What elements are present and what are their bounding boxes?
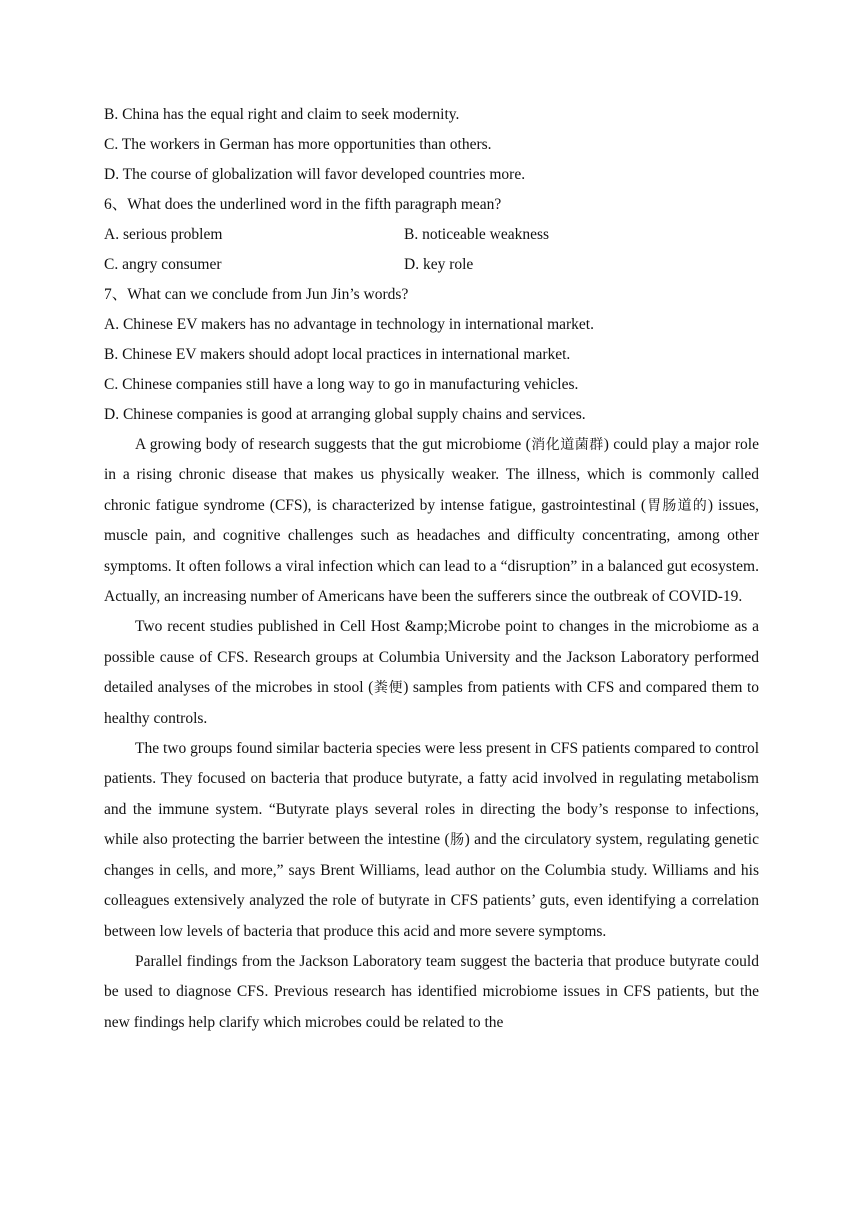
q5-option-b: B. China has the equal right and claim to seek modernity.	[104, 106, 460, 123]
text-run: ) samples from patients with CFS and compared them to healthy controls.	[104, 679, 760, 727]
text-run: ) and the circulatory system, regulating genetic changes in cells, and more,” says Brent Williams, lead author on the Columbia study. Williams and his colleagues extensively analyzed the role of butyrate in CFS patients’ guts, even identifying a correlation between low levels of bacteria that produce this acid and more severe symptoms.	[104, 831, 759, 940]
text-run: ) issues, muscle pain, and cognitive challenges such as headaches and difficulty concentrating, among other symptoms. It often follows a viral infection which can lead to a “disruption” in a balanced gut ecosystem. Actually, an increasing number of Americans have been the sufferers since the outbreak of COVID-19.	[104, 496, 760, 606]
q7-option-d: D. Chinese companies is good at arranging global supply chains and services.	[104, 406, 586, 423]
text-run: A growing body of research suggests that the gut microbiome (	[135, 436, 531, 453]
q6-stem: 6、What does the underlined word in the fifth paragraph mean?	[104, 196, 502, 213]
chinese-gloss: 消化道菌群	[530, 437, 604, 453]
chinese-gloss: 粪便	[373, 680, 404, 697]
passage-paragraph-4	[104, 947, 759, 1038]
q6-options-row-2	[104, 250, 759, 280]
q7-option-c: C. Chinese companies still have a long way to go in manufacturing vehicles.	[104, 376, 579, 393]
q5-option-c: C. The workers in German has more opportunities than others.	[104, 136, 492, 153]
q6-option-d: D. key role	[404, 256, 474, 273]
passage-paragraph-3	[104, 734, 759, 947]
q6-options-row-1	[104, 220, 759, 250]
q6-option-c: C. angry consumer	[104, 256, 222, 273]
q6-option-a: A. serious problem	[104, 226, 223, 243]
text-run: ) could play a major role in a rising chronic disease that makes us physically weaker. The illness, which is commonly called chronic fatigue syndrome (CFS), is characterized by intense fatigue, gastrointestinal (	[104, 436, 759, 514]
passage-paragraph-2	[104, 612, 759, 734]
passage-paragraph-1	[104, 430, 759, 612]
chinese-gloss: 胃肠道的	[646, 497, 708, 514]
text-run: Parallel findings from the Jackson Laboratory team suggest the bacteria that produce butyrate could be used to diagnose CFS. Previous research has identified microbiome issues in CFS patients, but the new findings help clarify which microbes could be related to the	[104, 952, 759, 1031]
q7-stem: 7、What can we conclude from Jun Jin’s words?	[104, 286, 409, 303]
q5-option-d: D. The course of globalization will favor developed countries more.	[104, 166, 526, 183]
q7-option-b: B. Chinese EV makers should adopt local practices in international market.	[104, 346, 571, 363]
document-page	[104, 100, 759, 1038]
q6-option-b: B. noticeable weakness	[404, 226, 550, 243]
q7-option-a: A. Chinese EV makers has no advantage in technology in international market.	[104, 316, 594, 333]
text-run: The two groups found similar bacteria species were less present in CFS patients compared to control patients. They focused on bacteria that produce butyrate, a fatty acid involved in regulating metabolism and the immune system. “Butyrate plays several roles in directing the body’s response to infections, while also protecting the barrier between the intestine (	[104, 740, 759, 849]
chinese-gloss: 肠	[449, 832, 465, 849]
text-run: Two recent studies published in Cell Host &amp;Microbe point to changes in the microbiome as a possible cause of CFS. Research groups at Columbia University and the Jackson Laboratory performed detailed analyses of the microbes in stool (	[104, 618, 759, 697]
